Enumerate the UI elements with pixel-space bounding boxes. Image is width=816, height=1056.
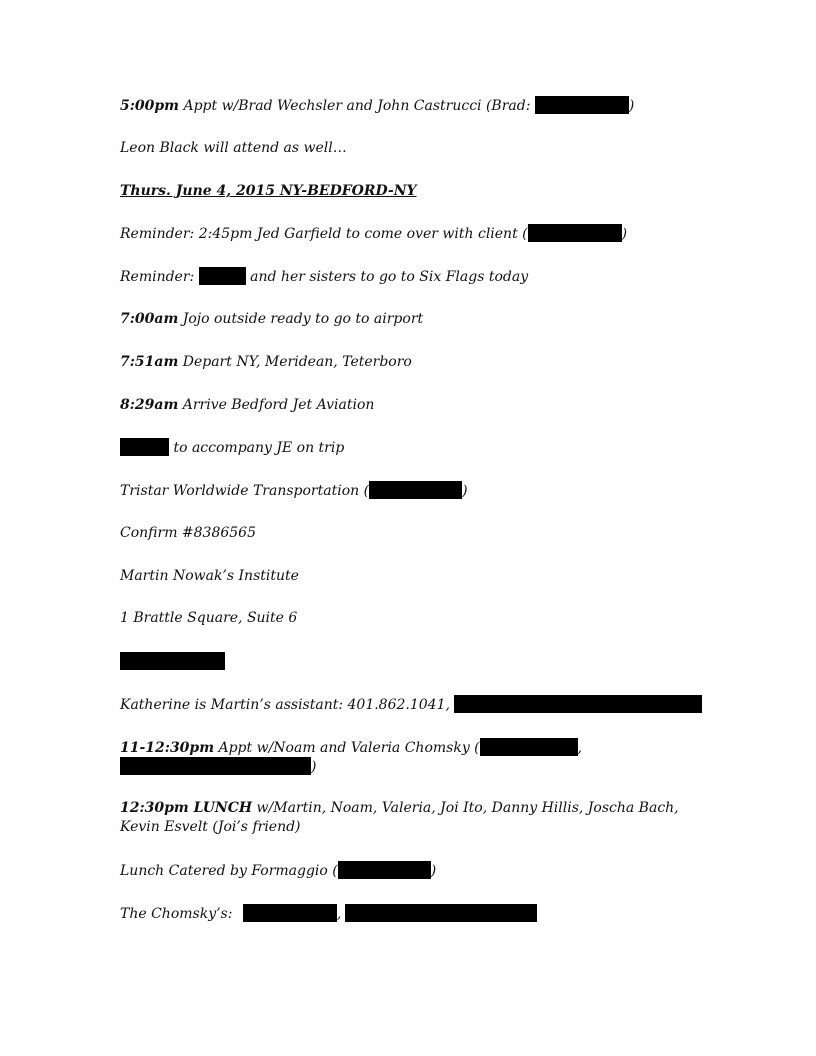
entry-text: Reminder: 2:45pm Jed Garfield to come over with client ( xyxy=(120,226,528,242)
entry-text: The Chomsky’s: xyxy=(120,906,237,922)
redaction-box xyxy=(454,695,702,713)
address-line xyxy=(120,609,700,628)
redaction-box xyxy=(120,438,169,456)
entry-text: 1 Brattle Square, Suite 6 xyxy=(120,610,298,626)
date-heading xyxy=(120,182,700,201)
redacted-line xyxy=(120,652,700,672)
entry-text: Appt w/Noam and Valeria Chomsky ( xyxy=(214,740,480,756)
time-label: 7:00am xyxy=(120,311,179,327)
chomskys-line xyxy=(120,904,700,924)
entry-text: Confirm #8386565 xyxy=(120,525,256,541)
comma: , xyxy=(336,906,342,922)
entry-text: Lunch Catered by Formaggio ( xyxy=(120,863,338,879)
entry-prefix: Reminder: xyxy=(120,269,199,285)
date-heading-text: Thurs. June 4, 2015 NY-BEDFORD-NY xyxy=(120,183,417,199)
entry-text: Tristar Worldwide Transportation ( xyxy=(120,483,370,499)
close-paren: ) xyxy=(311,759,317,775)
redaction-box xyxy=(480,738,578,756)
institute-line xyxy=(120,567,700,586)
redaction-box xyxy=(120,757,311,775)
entry-text: Jojo outside ready to go to airport xyxy=(178,311,424,327)
leon-line xyxy=(120,139,700,158)
entry-suffix: to accompany JE on trip xyxy=(169,440,345,456)
comma: , xyxy=(577,740,583,756)
entry-text: Appt w/Brad Wechsler and John Castrucci (Brad: xyxy=(183,98,535,114)
catered-line xyxy=(120,861,700,881)
redaction-box xyxy=(120,652,225,670)
close-paren: ) xyxy=(430,863,437,879)
chomsky-appt-line xyxy=(120,738,700,758)
entry-suffix: and her sisters to go to Six Flags today xyxy=(245,269,529,285)
time-label: 7:51am xyxy=(120,354,179,370)
close-paren: ) xyxy=(462,483,468,499)
arrive-line xyxy=(120,396,700,415)
entry-text: Leon Black will attend as well… xyxy=(120,140,347,156)
entry-text: Martin Nowak’s Institute xyxy=(120,568,299,584)
time-label: 8:29am xyxy=(120,397,179,413)
entry-text: w/Martin, Noam, Valeria, Joi Ito, Danny Hillis, Joscha Bach, Kevin Esvelt (Joi’s friend) xyxy=(120,800,679,835)
katherine-line xyxy=(120,695,700,715)
reminder-jed-line xyxy=(120,224,700,244)
redaction-box xyxy=(528,224,622,242)
time-label: 5:00pm xyxy=(120,98,179,114)
redaction-box xyxy=(243,904,337,922)
redaction-box xyxy=(199,267,246,285)
close-paren: ) xyxy=(628,98,635,114)
time-label: 11-12:30pm xyxy=(120,740,215,756)
redaction-box xyxy=(338,861,431,879)
time-label: 12:30pm LUNCH xyxy=(120,800,253,816)
redaction-box xyxy=(369,481,462,499)
entry-text: Katherine is Martin’s assistant: 401.862.1041, xyxy=(120,697,455,713)
tristar-line xyxy=(120,481,700,501)
chomsky-appt-line-cont xyxy=(120,757,700,777)
confirm-line xyxy=(120,524,700,543)
reminder-sisters-line xyxy=(120,267,700,287)
redaction-box xyxy=(345,904,537,922)
jojo-line xyxy=(120,310,700,329)
accompany-line xyxy=(120,438,700,458)
close-paren: ) xyxy=(621,226,628,242)
entry-text: Depart NY, Meridean, Teterboro xyxy=(178,354,412,370)
redaction-box xyxy=(535,96,629,114)
entry-text: Arrive Bedford Jet Aviation xyxy=(178,397,375,413)
depart-line xyxy=(120,353,700,372)
appt-brad-line xyxy=(120,96,700,116)
lunch-line xyxy=(120,799,700,837)
